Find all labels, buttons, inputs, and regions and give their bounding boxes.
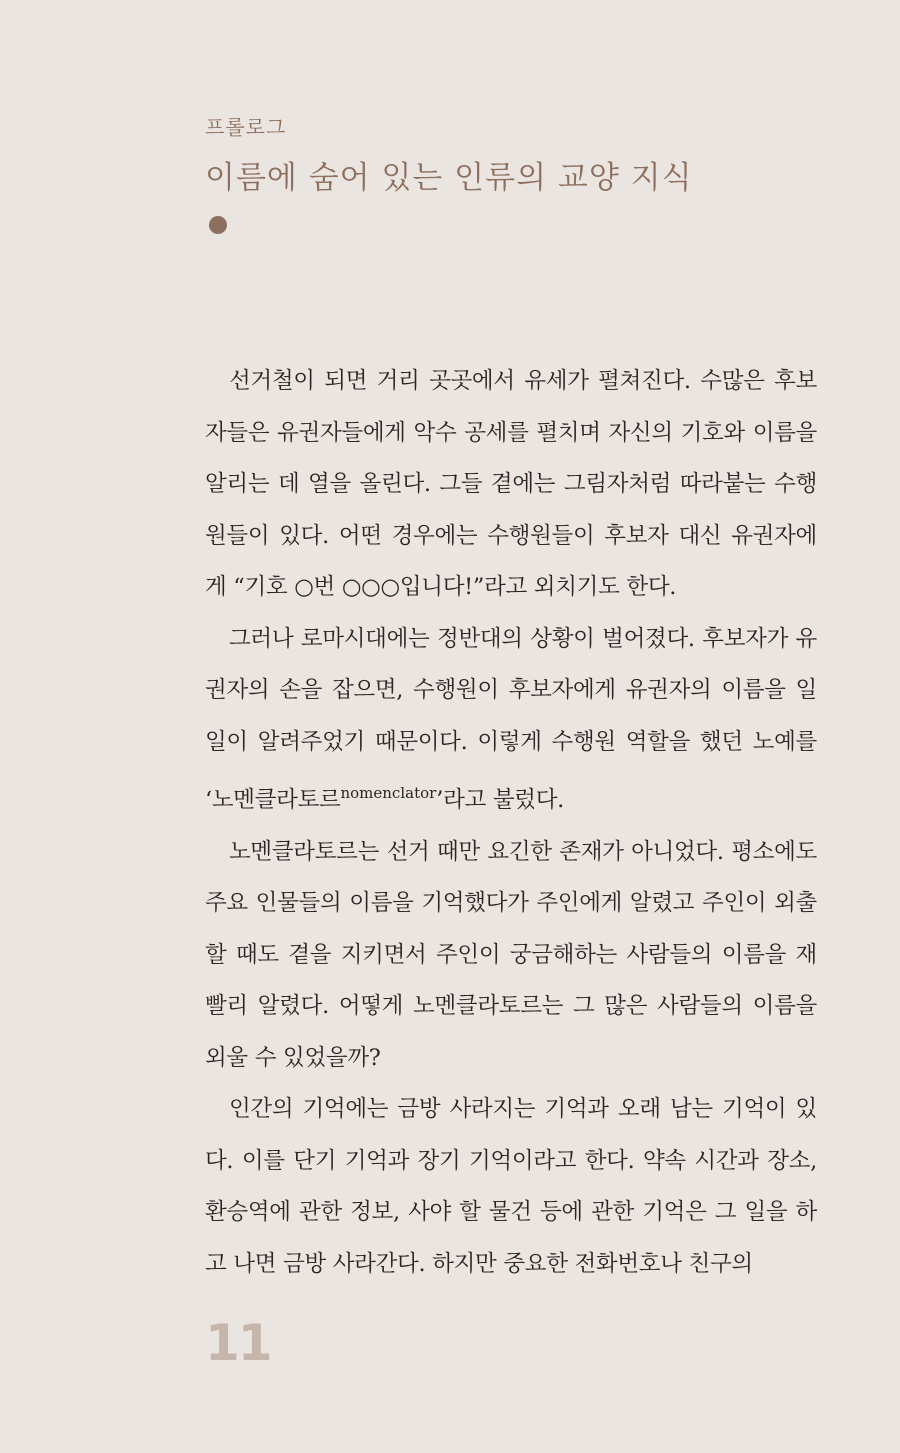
paragraph-3: 노멘클라토르는 선거 때만 요긴한 존재가 아니었다. 평소에도 주요 인물들의 이름을 기억했다가 주인에게 알렸고 주인이 외출할 때도 곁을 지키면서 주인이 궁금해하는 사람들의 이름을 재빨리 알렸다. 어떻게 노멘클라토르는 그 많은 사람들의 이름을 외울 수 있었을까? bbox=[205, 838, 817, 1071]
body-text bbox=[205, 356, 817, 1290]
chapter-title: 이름에 숨어 있는 인류의 교양 지식 bbox=[205, 160, 693, 196]
paragraph-1: 선거철이 되면 거리 곳곳에서 유세가 펼쳐진다. 수많은 후보자들은 유권자들에게 악수 공세를 펼치며 자신의 기호와 이름을 알리는 데 열을 올린다. 그들 곁에는 그림자처럼 따라붙는 수행원들이 있다. 어떤 경우에는 수행원들이 후보자 대신 유권자에게 “기호 ○번 ○○○입니다!”라고 외치기도 한다. bbox=[205, 368, 817, 600]
paragraph-2 bbox=[205, 614, 817, 827]
paragraph-2-text-start: 그러나 로마시대에는 정반대의 상황이 벌어졌다. 후보자가 유권자의 손을 잡으면, 수행원이 후보자에게 유권자의 이름을 일일이 알려주었기 때문이다. 이렇게 수행원 역할을 했던 노예를 ‘노멘클라토르 bbox=[205, 625, 817, 813]
paragraph-2-text-end: ’라고 불렀다. bbox=[436, 787, 565, 813]
section-label: 프롤로그 bbox=[205, 115, 287, 139]
paragraph-2-superscript: nomenclator bbox=[340, 784, 437, 802]
chapter-header bbox=[205, 112, 693, 234]
page-number: 11 bbox=[205, 1314, 271, 1372]
paragraph-4: 인간의 기억에는 금방 사라지는 기억과 오래 남는 기억이 있다. 이를 단기 기억과 장기 기억이라고 한다. 약속 시간과 장소, 환승역에 관한 정보, 사야 할 물건 등에 관한 기억은 그 일을 하고 나면 금방 사라간다. 하지만 중요한 전화번호나 친구의 bbox=[205, 1096, 817, 1277]
title-bullet-dot bbox=[209, 216, 227, 234]
